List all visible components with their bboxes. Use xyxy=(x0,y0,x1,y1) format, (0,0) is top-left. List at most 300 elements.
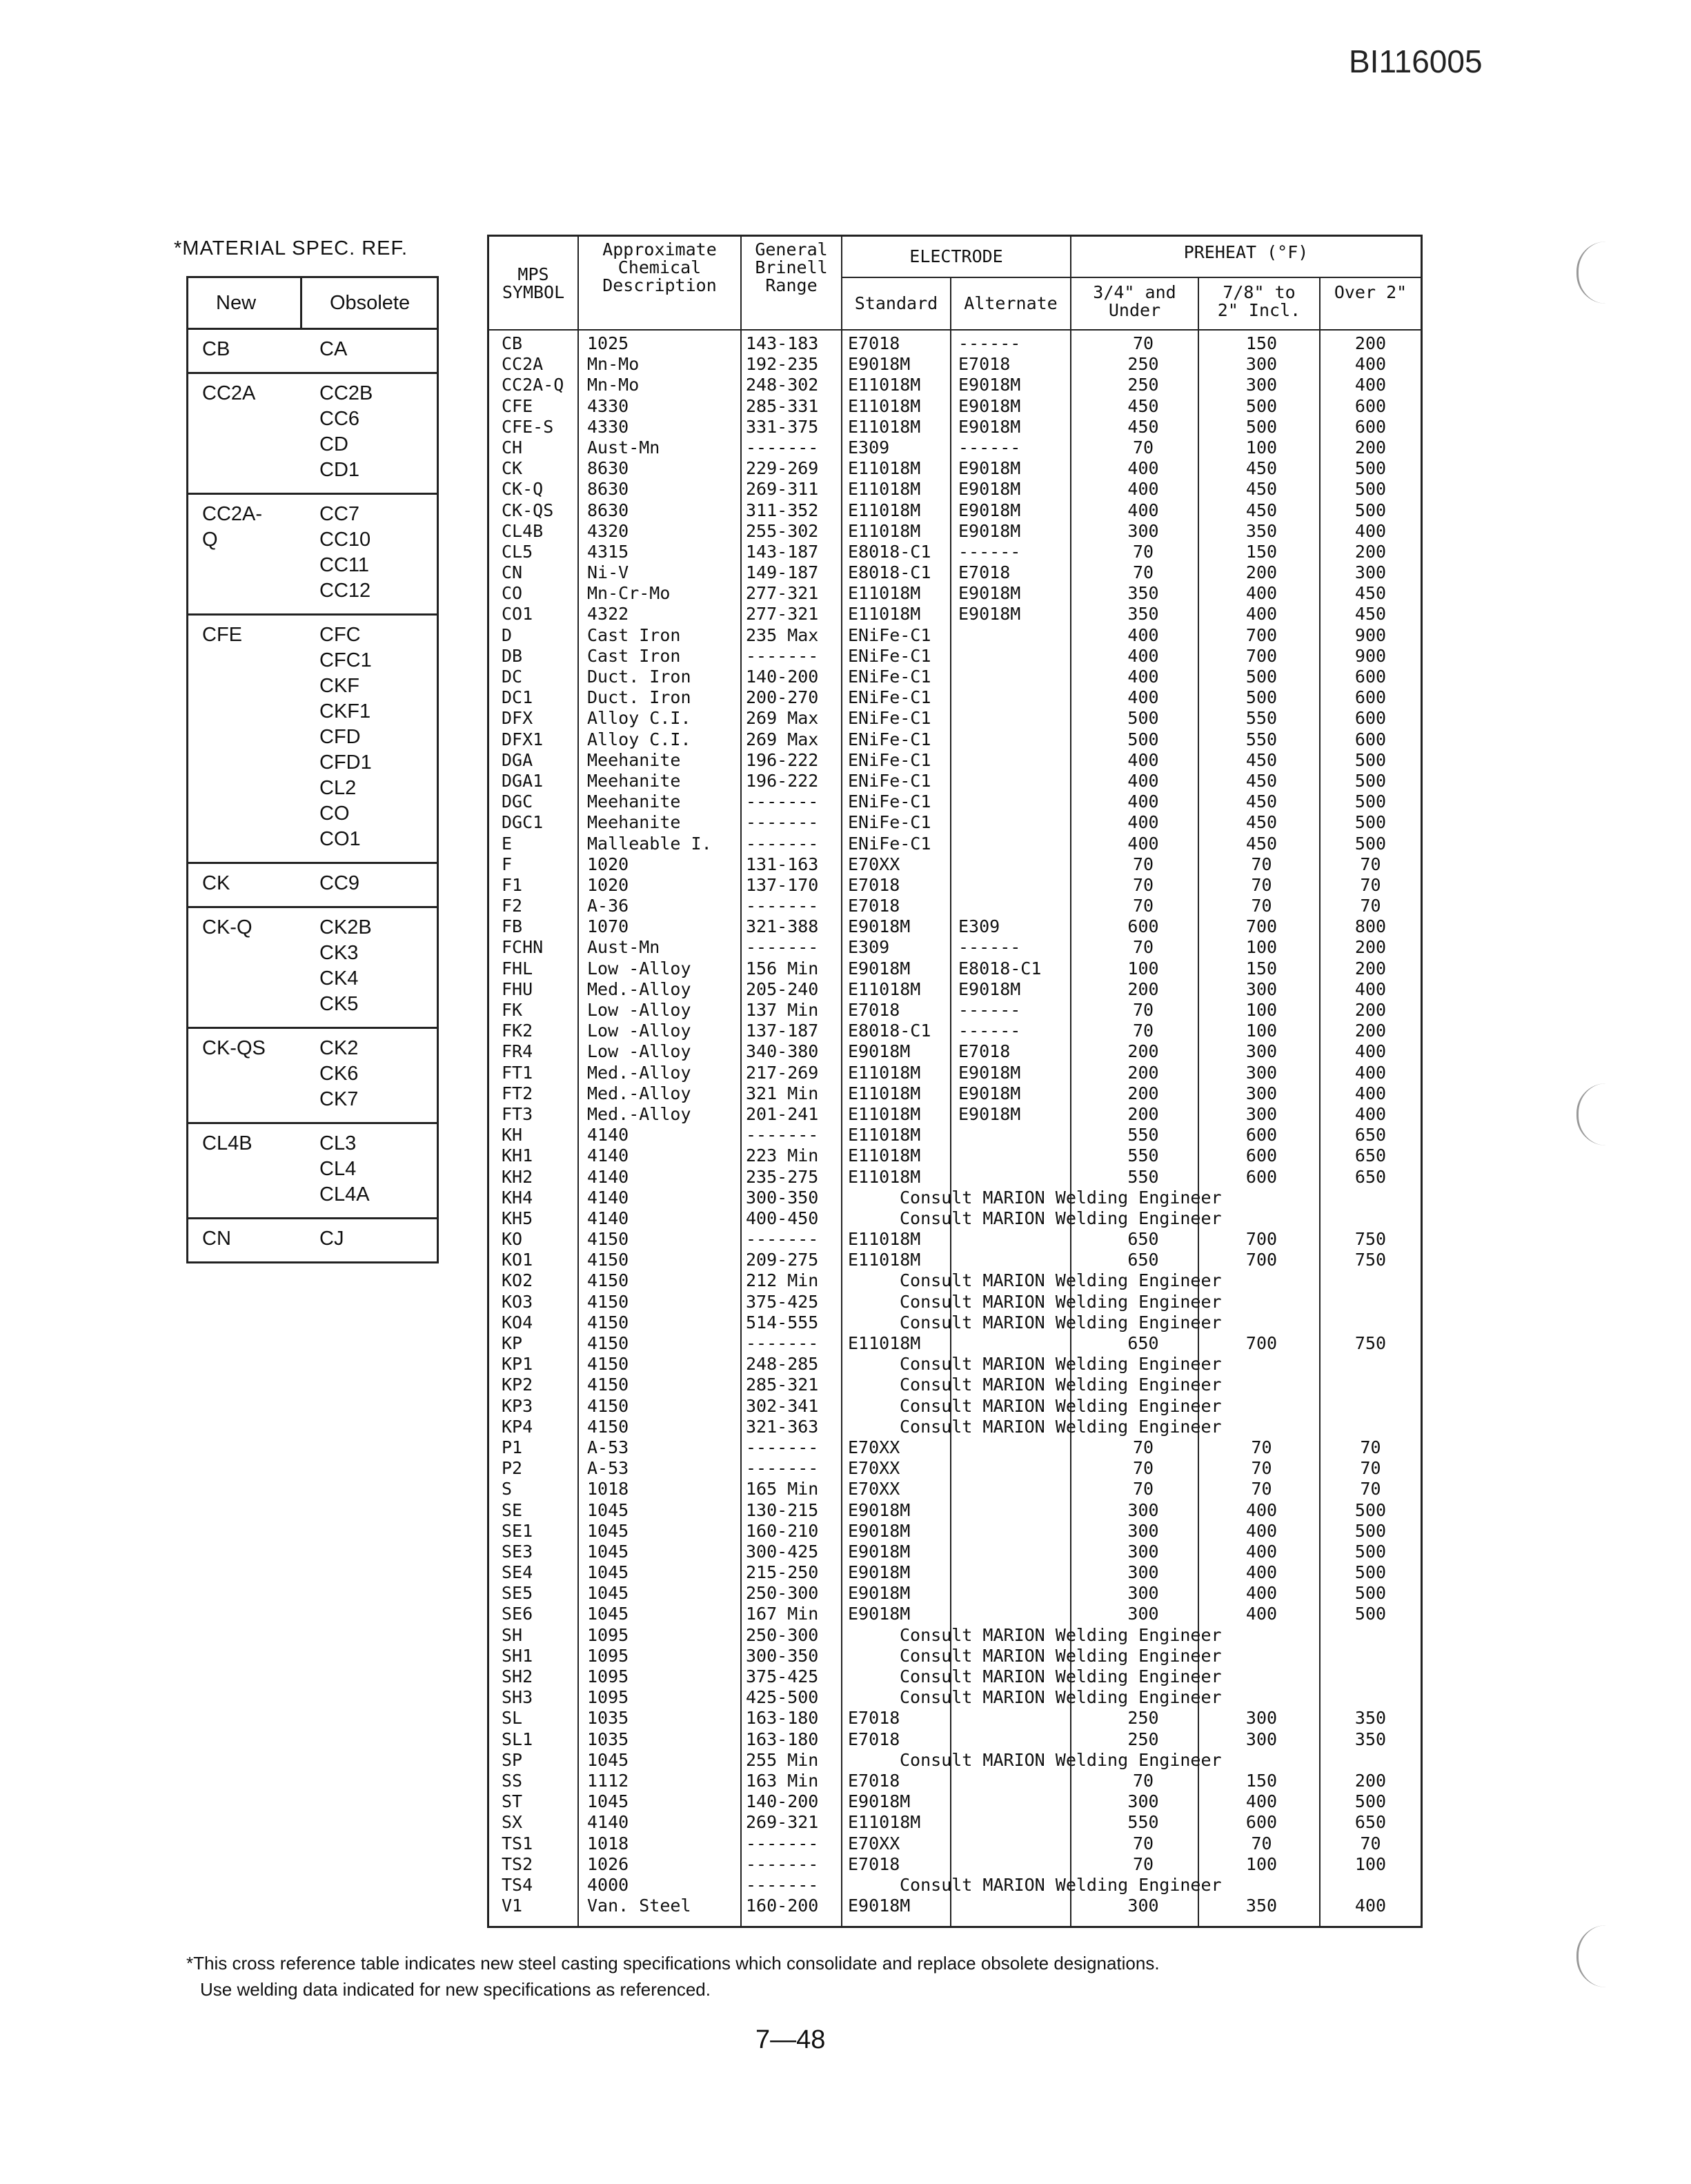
standard-electrode: E11018M xyxy=(848,1333,921,1353)
standard-electrode: E70XX xyxy=(848,1833,900,1853)
preheat-mid: 70 xyxy=(1251,1833,1272,1853)
chemical-description: 1070 xyxy=(587,916,629,937)
table-row xyxy=(489,1417,1421,1437)
chemical-description: Meehanite xyxy=(587,812,681,833)
alternate-electrode: E9018M xyxy=(958,1083,1021,1103)
chemical-description: Mn-Cr-Mo xyxy=(587,583,671,604)
chemical-description: Duct. Iron xyxy=(587,687,691,708)
brinell-range: ------- xyxy=(746,1333,819,1353)
chemical-description: Meehanite xyxy=(587,791,681,812)
preheat-under: 300 xyxy=(1127,1562,1159,1583)
table-row xyxy=(489,750,1421,771)
chemical-description: 4322 xyxy=(587,604,629,624)
table-row xyxy=(489,500,1421,521)
preheat-under: 300 xyxy=(1127,1896,1159,1916)
mps-symbol: CB xyxy=(502,333,523,353)
preheat-over: 500 xyxy=(1354,479,1387,500)
preheat-over: 70 xyxy=(1360,1437,1381,1457)
chemical-description: 1018 xyxy=(587,1833,629,1853)
preheat-over: 400 xyxy=(1354,354,1387,375)
table-row xyxy=(489,1229,1421,1250)
mps-symbol: DGC1 xyxy=(502,812,544,833)
obsolete-spec: CFC1 xyxy=(319,649,372,671)
chemical-description: 4000 xyxy=(587,1874,629,1895)
mps-symbol: CFE xyxy=(502,395,533,416)
chemical-description: Mn-Mo xyxy=(587,354,640,375)
standard-electrode: E7018 xyxy=(848,1729,900,1749)
standard-electrode: E11018M xyxy=(848,458,921,479)
chemical-description: 4140 xyxy=(587,1187,629,1208)
preheat-over: 400 xyxy=(1354,978,1387,999)
footnote-line: Use welding data indicated for new specifications as referenced. xyxy=(200,1979,711,2000)
standard-header: Standard xyxy=(854,293,938,313)
obsolete-spec: CKF xyxy=(319,675,359,697)
mps-symbol: SL xyxy=(502,1708,523,1729)
brinell-range: 300-425 xyxy=(746,1541,819,1562)
preheat-under: 70 xyxy=(1132,562,1154,583)
preheat-under: 550 xyxy=(1127,1166,1159,1187)
preheat-under: 70 xyxy=(1132,1770,1154,1791)
standard-electrode: E9018M xyxy=(848,1541,911,1562)
preheat-over: 200 xyxy=(1354,541,1387,562)
table-row xyxy=(489,708,1421,729)
brinell-range: 250-300 xyxy=(746,1583,819,1604)
brinell-range: ------- xyxy=(746,812,819,833)
brinell-range: 311-352 xyxy=(746,500,819,520)
mps-symbol: TS2 xyxy=(502,1853,533,1874)
mps-symbol: SE3 xyxy=(502,1541,533,1562)
mps-symbol: SE1 xyxy=(502,1520,533,1541)
table-row xyxy=(489,1083,1421,1104)
preheat-mid: 500 xyxy=(1245,395,1278,416)
standard-electrode: E9018M xyxy=(848,1499,911,1520)
obsolete-spec: CO xyxy=(319,803,350,825)
standard-electrode: ENiFe-C1 xyxy=(848,833,931,854)
preheat-mid-header: 7/8" to 2" Incl. xyxy=(1217,282,1301,320)
mps-symbol: KH1 xyxy=(502,1145,533,1166)
preheat-over: 450 xyxy=(1354,604,1387,624)
punch-hole-mark xyxy=(1576,1083,1606,1145)
preheat-over: 500 xyxy=(1354,812,1387,833)
standard-electrode: E7018 xyxy=(848,874,900,895)
obsolete-spec: CA xyxy=(319,338,348,360)
preheat-over: 200 xyxy=(1354,333,1387,353)
brinell-range: 196-222 xyxy=(746,770,819,791)
consult-engineer-note: Consult MARION Welding Engineer xyxy=(900,1270,1222,1291)
alternate-electrode: E9018M xyxy=(958,500,1021,520)
obsolete-spec: CK2 xyxy=(319,1037,359,1059)
brinell-range: 375-425 xyxy=(746,1291,819,1312)
preheat-over: 500 xyxy=(1354,1520,1387,1541)
preheat-mid: 300 xyxy=(1245,1083,1278,1103)
mps-symbol: S xyxy=(502,1479,513,1499)
brinell-range: 302-341 xyxy=(746,1395,819,1416)
standard-electrode: E11018M xyxy=(848,1250,921,1270)
preheat-mid: 70 xyxy=(1251,1479,1272,1499)
alternate-electrode: E9018M xyxy=(958,604,1021,624)
brinell-range: ------- xyxy=(746,937,819,958)
chemical-description: 1020 xyxy=(587,854,629,874)
preheat-under: 200 xyxy=(1127,1062,1159,1083)
table-row xyxy=(489,1604,1421,1624)
preheat-under: 100 xyxy=(1127,958,1159,978)
chemical-description: 4150 xyxy=(587,1333,629,1353)
punch-hole-mark xyxy=(1576,1925,1606,1987)
new-spec: CB xyxy=(202,338,230,360)
chemical-description: Cast Iron xyxy=(587,624,681,645)
chemical-description: 1020 xyxy=(587,874,629,895)
preheat-under: 300 xyxy=(1127,1499,1159,1520)
standard-electrode: ENiFe-C1 xyxy=(848,729,931,749)
cross-reference-body xyxy=(188,330,437,1261)
alternate-electrode: ------ xyxy=(958,333,1021,353)
preheat-over: 900 xyxy=(1354,645,1387,666)
brinell-range: 340-380 xyxy=(746,1041,819,1062)
mps-symbol: FCHN xyxy=(502,937,544,958)
alternate-electrode: E9018M xyxy=(958,583,1021,604)
brinell-range: 130-215 xyxy=(746,1499,819,1520)
preheat-mid: 400 xyxy=(1245,604,1278,624)
preheat-over: 70 xyxy=(1360,874,1381,895)
mps-symbol: FT3 xyxy=(502,1103,533,1124)
brinell-range: 140-200 xyxy=(746,1791,819,1812)
chemical-description: Duct. Iron xyxy=(587,667,691,687)
chemical-description: Med.-Alloy xyxy=(587,1103,691,1124)
preheat-mid: 300 xyxy=(1245,978,1278,999)
obsolete-spec: CC9 xyxy=(319,872,360,894)
preheat-mid: 150 xyxy=(1245,333,1278,353)
mps-symbol: P1 xyxy=(502,1437,523,1457)
preheat-under: 250 xyxy=(1127,354,1159,375)
chemical-description: Low -Alloy xyxy=(587,1041,691,1062)
preheat-over: 500 xyxy=(1354,749,1387,770)
table-row xyxy=(489,1270,1421,1291)
preheat-mid: 300 xyxy=(1245,354,1278,375)
mps-symbol: KH4 xyxy=(502,1187,533,1208)
standard-electrode: E309 xyxy=(848,937,890,958)
preheat-mid: 100 xyxy=(1245,437,1278,458)
preheat-over: 200 xyxy=(1354,1000,1387,1020)
brinell-range: 140-200 xyxy=(746,667,819,687)
preheat-under: 400 xyxy=(1127,645,1159,666)
table-row xyxy=(489,729,1421,750)
preheat-under: 70 xyxy=(1132,1021,1154,1041)
brinell-range: ------- xyxy=(746,1874,819,1895)
preheat-mid: 550 xyxy=(1245,729,1278,749)
table-row xyxy=(489,1292,1421,1312)
new-spec: CC2A xyxy=(202,382,256,404)
brinell-range: 269 Max xyxy=(746,729,819,749)
brinell-range: 163 Min xyxy=(746,1770,819,1791)
brinell-range: 143-187 xyxy=(746,541,819,562)
preheat-under: 250 xyxy=(1127,1729,1159,1749)
preheat-under: 70 xyxy=(1132,1000,1154,1020)
preheat-over: 70 xyxy=(1360,854,1381,874)
brinell-range: 165 Min xyxy=(746,1479,819,1499)
new-spec: CN xyxy=(202,1228,231,1250)
table-row xyxy=(489,958,1421,979)
preheat-under: 600 xyxy=(1127,916,1159,937)
mps-symbol: KO4 xyxy=(502,1312,533,1332)
chemical-description: 8630 xyxy=(587,458,629,479)
standard-electrode: E11018M xyxy=(848,1229,921,1250)
chemical-description: 1045 xyxy=(587,1749,629,1770)
mps-symbol: F1 xyxy=(502,874,523,895)
preheat-over: 400 xyxy=(1354,1103,1387,1124)
brinell-range: ------- xyxy=(746,1125,819,1145)
standard-electrode: E70XX xyxy=(848,1437,900,1457)
standard-electrode: E70XX xyxy=(848,1479,900,1499)
preheat-over: 750 xyxy=(1354,1250,1387,1270)
standard-electrode: E11018M xyxy=(848,1812,921,1833)
chemical-description: 4150 xyxy=(587,1229,629,1250)
preheat-over: 500 xyxy=(1354,1583,1387,1604)
brinell-range: 192-235 xyxy=(746,354,819,375)
obsolete-spec: CC12 xyxy=(319,580,371,602)
table-row xyxy=(489,396,1421,417)
obsolete-spec: CC7 xyxy=(319,503,360,525)
mps-symbol: DFX1 xyxy=(502,729,544,749)
alternate-electrode: E9018M xyxy=(958,416,1021,437)
table-row xyxy=(489,791,1421,812)
mps-symbol: FT1 xyxy=(502,1062,533,1083)
mps-symbol: CK-Q xyxy=(502,479,544,500)
mps-symbol: KO3 xyxy=(502,1291,533,1312)
preheat-mid: 700 xyxy=(1245,645,1278,666)
preheat-mid: 150 xyxy=(1245,541,1278,562)
preheat-mid: 500 xyxy=(1245,416,1278,437)
standard-electrode: E11018M xyxy=(848,1062,921,1083)
preheat-over: 400 xyxy=(1354,520,1387,541)
preheat-under: 300 xyxy=(1127,1604,1159,1624)
alternate-electrode: ------ xyxy=(958,1000,1021,1020)
standard-electrode: E11018M xyxy=(848,395,921,416)
chemical-description: 8630 xyxy=(587,500,629,520)
preheat-under: 70 xyxy=(1132,874,1154,895)
mps-symbol: SH1 xyxy=(502,1645,533,1666)
mps-symbol: KH5 xyxy=(502,1208,533,1228)
preheat-mid: 450 xyxy=(1245,479,1278,500)
mps-symbol-header: MPS SYMBOL xyxy=(502,264,565,302)
brinell-range: ------- xyxy=(746,1229,819,1250)
mps-symbol: CC2A-Q xyxy=(502,375,564,395)
chemical-description: Meehanite xyxy=(587,770,681,791)
chemical-description: A-53 xyxy=(587,1458,629,1479)
mps-symbol: SE5 xyxy=(502,1583,533,1604)
preheat-under: 400 xyxy=(1127,770,1159,791)
brinell-range: 300-350 xyxy=(746,1645,819,1666)
chemical-description: 1045 xyxy=(587,1541,629,1562)
footnote-line: *This cross reference table indicates new steel casting specifications which consolidate and replace obsolete designations. xyxy=(186,1953,1160,1974)
brinell-header: General Brinell Range xyxy=(755,239,828,295)
standard-electrode: E8018-C1 xyxy=(848,1021,931,1041)
table-row xyxy=(489,1708,1421,1729)
preheat-over: 70 xyxy=(1360,1833,1381,1853)
standard-electrode: ENiFe-C1 xyxy=(848,624,931,645)
chemical-description: 4140 xyxy=(587,1208,629,1228)
table-row xyxy=(489,1833,1421,1854)
obsolete-spec: CJ xyxy=(319,1228,344,1250)
mps-symbol: SH2 xyxy=(502,1666,533,1686)
brinell-range: 514-555 xyxy=(746,1312,819,1332)
table-row xyxy=(489,1396,1421,1417)
standard-electrode: E11018M xyxy=(848,978,921,999)
material-spec-title: *MATERIAL SPEC. REF. xyxy=(174,237,408,259)
standard-electrode: E7018 xyxy=(848,1000,900,1020)
mps-symbol: F xyxy=(502,854,513,874)
alternate-electrode: ------ xyxy=(958,437,1021,458)
mps-symbol: V1 xyxy=(502,1896,523,1916)
preheat-over: 200 xyxy=(1354,1770,1387,1791)
table-row xyxy=(489,1729,1421,1750)
brinell-range: 217-269 xyxy=(746,1062,819,1083)
preheat-mid: 300 xyxy=(1245,375,1278,395)
chemical-description: 4150 xyxy=(587,1312,629,1332)
preheat-over: 600 xyxy=(1354,729,1387,749)
mps-symbol: CK xyxy=(502,458,523,479)
preheat-mid: 600 xyxy=(1245,1812,1278,1833)
preheat-mid: 400 xyxy=(1245,1499,1278,1520)
mps-symbol: SE xyxy=(502,1499,523,1520)
brinell-range: 235 Max xyxy=(746,624,819,645)
alternate-electrode: E309 xyxy=(958,916,1000,937)
mps-symbol: DB xyxy=(502,645,523,666)
preheat-over: 70 xyxy=(1360,1458,1381,1479)
brinell-range: 149-187 xyxy=(746,562,819,583)
table-row xyxy=(489,375,1421,395)
obsolete-spec: CFC xyxy=(319,624,361,646)
consult-engineer-note: Consult MARION Welding Engineer xyxy=(900,1645,1222,1666)
alternate-electrode: E8018-C1 xyxy=(958,958,1042,978)
preheat-under: 250 xyxy=(1127,375,1159,395)
alternate-electrode: E9018M xyxy=(958,375,1021,395)
header-rule xyxy=(489,329,1421,331)
obsolete-spec: CK7 xyxy=(319,1088,359,1110)
chemical-description: 1045 xyxy=(587,1499,629,1520)
preheat-mid: 70 xyxy=(1251,896,1272,916)
mps-symbol: CFE-S xyxy=(502,416,554,437)
welding-data-table xyxy=(487,235,1423,1928)
cross-reference-group xyxy=(188,374,437,495)
preheat-over: 600 xyxy=(1354,395,1387,416)
chemical-description: A-36 xyxy=(587,896,629,916)
brinell-range: 163-180 xyxy=(746,1708,819,1729)
table-row xyxy=(489,437,1421,458)
table-row xyxy=(489,1646,1421,1666)
preheat-over: 750 xyxy=(1354,1333,1387,1353)
mps-symbol: SE6 xyxy=(502,1604,533,1624)
table-row xyxy=(489,1458,1421,1479)
brinell-range: 269-321 xyxy=(746,1812,819,1833)
brinell-range: 269-311 xyxy=(746,479,819,500)
table-row xyxy=(489,1479,1421,1499)
chemical-description: 1035 xyxy=(587,1729,629,1749)
preheat-mid: 400 xyxy=(1245,1791,1278,1812)
preheat-under: 70 xyxy=(1132,1458,1154,1479)
new-spec: CK xyxy=(202,872,230,894)
preheat-mid: 100 xyxy=(1245,1021,1278,1041)
cross-reference-group xyxy=(188,616,437,864)
brinell-range: 167 Min xyxy=(746,1604,819,1624)
preheat-mid: 400 xyxy=(1245,1562,1278,1583)
obsolete-spec: CC10 xyxy=(319,529,371,551)
standard-electrode: ENiFe-C1 xyxy=(848,791,931,812)
alternate-electrode: ------ xyxy=(958,1021,1021,1041)
cross-reference-group xyxy=(188,864,437,908)
preheat-over: 400 xyxy=(1354,1062,1387,1083)
standard-electrode: E11018M xyxy=(848,416,921,437)
mps-symbol: TS4 xyxy=(502,1874,533,1895)
brinell-range: ------- xyxy=(746,833,819,854)
table-row xyxy=(489,687,1421,708)
chemical-description: 1018 xyxy=(587,1479,629,1499)
preheat-under: 400 xyxy=(1127,833,1159,854)
preheat-over: 650 xyxy=(1354,1145,1387,1166)
mps-symbol: FHU xyxy=(502,978,533,999)
preheat-under: 400 xyxy=(1127,667,1159,687)
mps-symbol: FK2 xyxy=(502,1021,533,1041)
mps-symbol: KP4 xyxy=(502,1416,533,1437)
standard-electrode: E7018 xyxy=(848,1708,900,1729)
alternate-electrode: E7018 xyxy=(958,1041,1011,1062)
preheat-over: 200 xyxy=(1354,958,1387,978)
preheat-over: 500 xyxy=(1354,791,1387,812)
obsolete-spec: CL3 xyxy=(319,1132,357,1154)
standard-electrode: E70XX xyxy=(848,1458,900,1479)
chemical-description: 4150 xyxy=(587,1375,629,1395)
preheat-over: 400 xyxy=(1354,1896,1387,1916)
mps-symbol: SH xyxy=(502,1624,523,1645)
brinell-range: 143-183 xyxy=(746,333,819,353)
mps-symbol: CN xyxy=(502,562,523,583)
chemical-description: 1045 xyxy=(587,1604,629,1624)
standard-electrode: E11018M xyxy=(848,1083,921,1103)
preheat-mid: 700 xyxy=(1245,1229,1278,1250)
alternate-electrode: E9018M xyxy=(958,1062,1021,1083)
preheat-over: 800 xyxy=(1354,916,1387,937)
brinell-range: 400-450 xyxy=(746,1208,819,1228)
mps-symbol: CO1 xyxy=(502,604,533,624)
preheat-under: 300 xyxy=(1127,1583,1159,1604)
alternate-electrode: E9018M xyxy=(958,978,1021,999)
preheat-header: PREHEAT (°F) xyxy=(1183,242,1309,262)
standard-electrode: E11018M xyxy=(848,604,921,624)
preheat-under: 200 xyxy=(1127,1041,1159,1062)
mps-symbol: KP3 xyxy=(502,1395,533,1416)
standard-electrode: ENiFe-C1 xyxy=(848,708,931,729)
preheat-mid: 450 xyxy=(1245,458,1278,479)
mps-symbol: KP1 xyxy=(502,1354,533,1375)
brinell-range: 250-300 xyxy=(746,1624,819,1645)
mps-symbol: DC xyxy=(502,667,523,687)
brinell-range: 425-500 xyxy=(746,1687,819,1708)
chemical-description: 4150 xyxy=(587,1354,629,1375)
cross-reference-group xyxy=(188,1124,437,1219)
table-row xyxy=(489,1000,1421,1021)
chemical-description: 1035 xyxy=(587,1708,629,1729)
chemical-description: 1095 xyxy=(587,1666,629,1686)
preheat-under: 70 xyxy=(1132,1479,1154,1499)
alternate-electrode: E9018M xyxy=(958,1103,1021,1124)
mps-symbol: CC2A xyxy=(502,354,544,375)
preheat-under-header: 3/4" and Under xyxy=(1093,282,1176,320)
chemical-description: 4140 xyxy=(587,1145,629,1166)
brinell-range: 285-321 xyxy=(746,1375,819,1395)
consult-engineer-note: Consult MARION Welding Engineer xyxy=(900,1687,1222,1708)
table-row xyxy=(489,1625,1421,1646)
brinell-range: 215-250 xyxy=(746,1562,819,1583)
obsolete-column-header: Obsolete xyxy=(330,291,411,314)
